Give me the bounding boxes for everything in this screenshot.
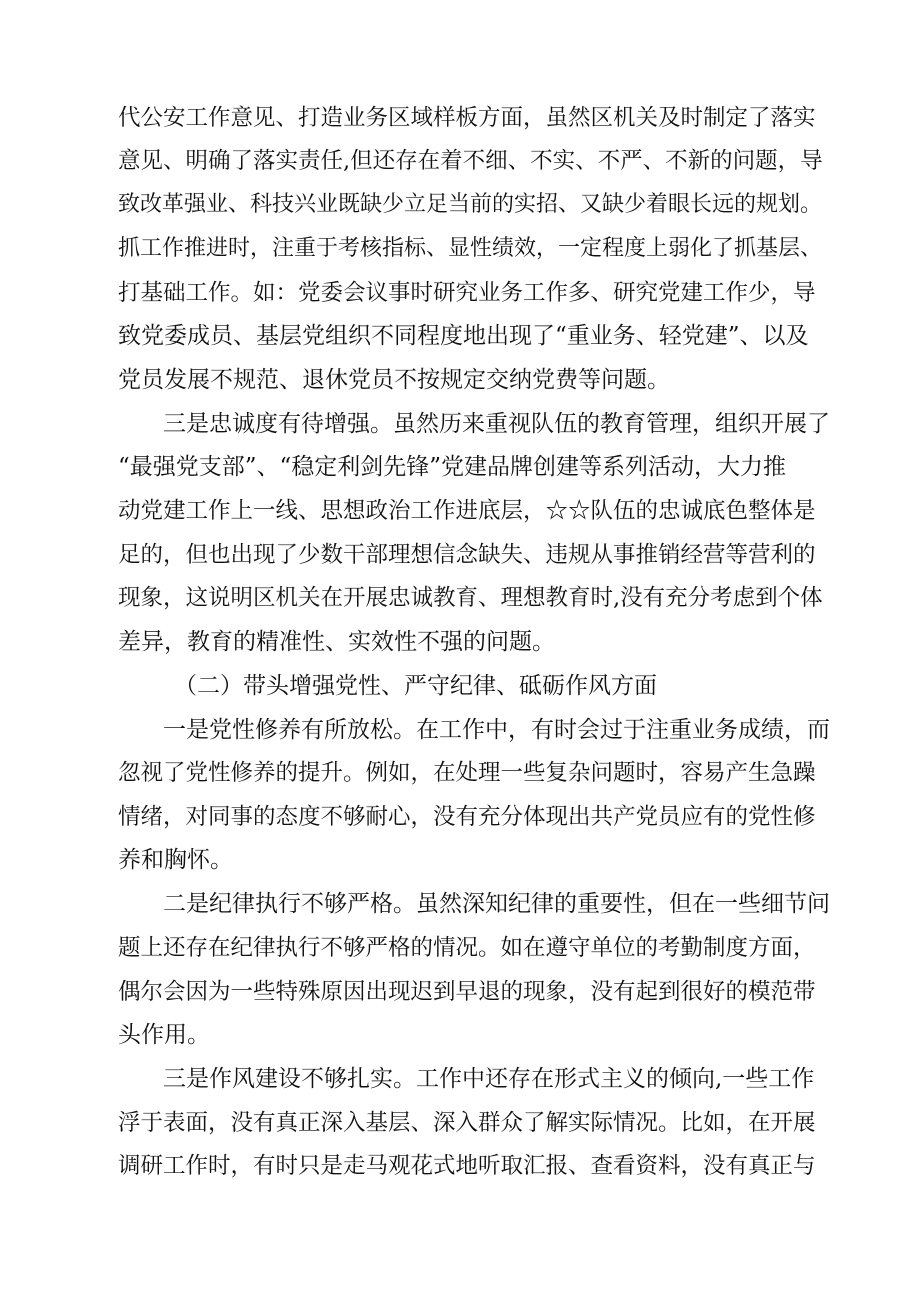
text-line: 养和胸怀。 [118,847,233,873]
text-line: 动党建工作上一线、思想政治工作进底层，☆☆队伍的忠诚底色整体是 [118,498,816,524]
text-line: 浮于表面，没有真正深入基层、深入群众了解实际情况。比如，在开展 [118,1110,816,1136]
text-line: 忽视了党性修养的提升。例如，在处理一些复杂问题时，容易产生急躁 [118,760,816,786]
text-line: 党员发展不规范、退休党员不按规定交纳党费等问题。 [118,367,670,393]
text-line: 意见、明确了落实责任,但还存在着不细、不实、不严、不新的问题，导 [118,148,823,174]
text-line: 现象，这说明区机关在开展忠诚教育、理想教育时,没有充分考虑到个体 [118,585,823,611]
text-line: 调研工作时，有时只是走马观花式地听取汇报、查看资料，没有真正与 [118,1153,816,1179]
text-line: 足的，但也出现了少数干部理想信念缺失、违规从事推销经营等营利的 [118,542,816,568]
paragraph-start-line: 三是忠诚度有待增强。虽然历来重视队伍的教育管理，组织开展了 [163,411,830,437]
text-line: 致改革强业、科技兴业既缺少立足当前的实招、又缺少着眼长远的规划。 [118,192,823,217]
text-line: 情绪，对同事的态度不够耐心，没有充分体现出共产党员应有的党性修 [118,804,816,830]
text-line: 头作用。 [118,1022,210,1048]
text-line: “最强党支部”、“稳定利剑先锋”党建品牌创建等系列活动，大力推 [118,454,787,480]
paragraph-start-line: 三是作风建设不够扎实。工作中还存在形式主义的倾向,一些工作 [163,1066,815,1092]
text-line: 偶尔会因为一些特殊原因出现迟到早退的现象，没有起到很好的模范带 [118,979,816,1005]
paragraph-start-line: 二是纪律执行不够严格。虽然深知纪律的重要性，但在一些细节问 [163,891,830,917]
paragraph-start-line: 一是党性修养有所放松。在工作中，有时会过于注重业务成绩，而 [163,717,830,743]
text-line: 差异，教育的精准性、实效性不强的问题。 [118,629,555,655]
text-line: 抓工作推进时，注重于考核指标、显性绩效，一定程度上弱化了抓基层、 [118,236,823,261]
section-heading: （二）带头增强党性、严守纪律、砥砺作风方面 [174,673,657,699]
text-line: 致党委成员、基层党组织不同程度地出现了“重业务、轻党建”、以及 [118,323,809,349]
text-line: 代公安工作意见、打造业务区域样板方面，虽然区机关及时制定了落实 [118,105,816,131]
text-line: 打基础工作。如：党委会议事时研究业务工作多、研究党建工作少，导 [118,280,816,306]
text-line: 题上还存在纪律执行不够严格的情况。如在遵守单位的考勤制度方面， [118,935,816,961]
